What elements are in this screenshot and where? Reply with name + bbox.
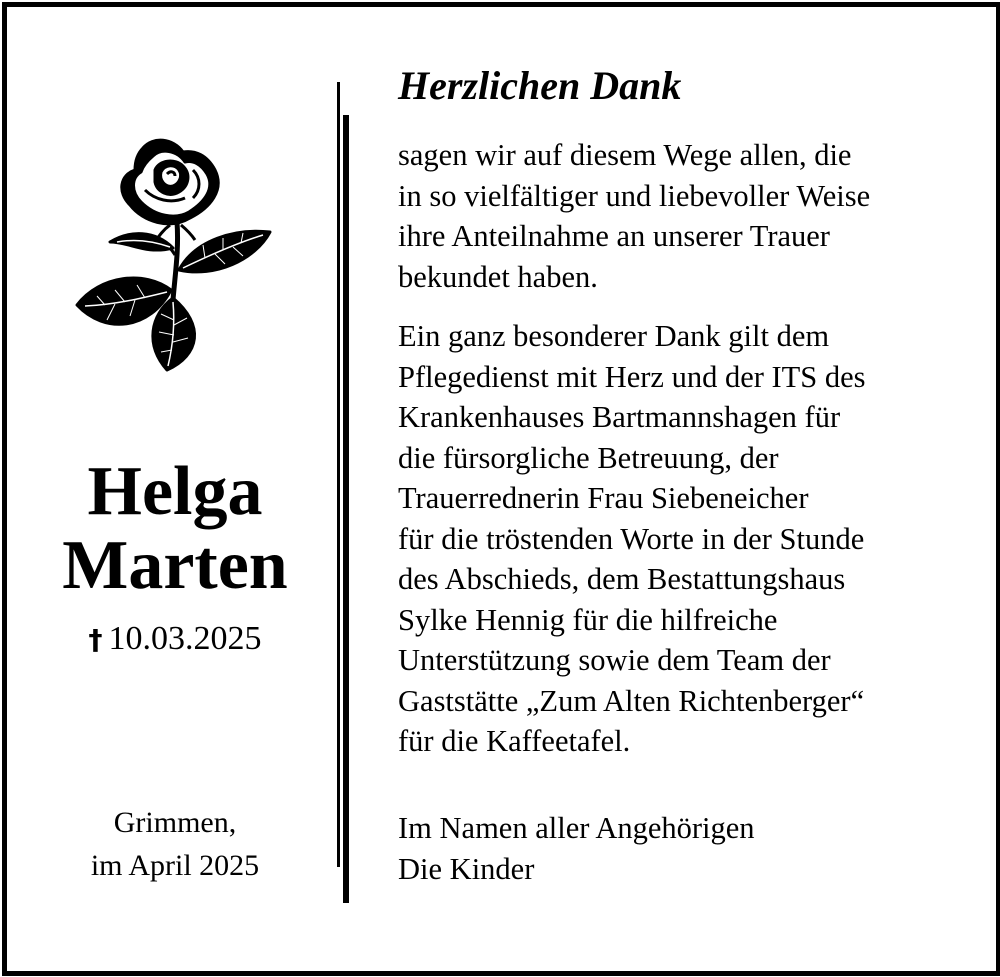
paragraph-intro (398, 135, 988, 297)
text-line: Krankenhauses Bartmannshagen für (398, 400, 841, 434)
text-line: Ein ganz besonderer Dank gilt dem (398, 319, 830, 353)
text-line: in so vielfältiger und liebevoller Weise (398, 178, 871, 213)
divider-thick (343, 115, 349, 903)
text-line: des Abschieds, dem Bestattungshaus (398, 562, 846, 596)
signature (398, 808, 988, 889)
text-line: Gaststätte „Zum Alten Richtenberger“ (398, 683, 865, 718)
text-line: für die Kaffeetafel. (398, 724, 631, 758)
text-line: Unterstützung sowie dem Team der (398, 643, 831, 677)
place-line: Grimmen, (113, 806, 237, 839)
text-line: Pflegedienst mit Herz und der ITS des (398, 359, 866, 394)
deceased-first-name: Helga (87, 453, 263, 530)
heading: Herzlichen Dank (398, 63, 682, 108)
divider-thin (337, 82, 340, 867)
text-line: sagen wir auf diesem Wege allen, die (398, 138, 852, 172)
signature-line: Im Namen aller Angehörigen (398, 811, 755, 845)
death-date-line (0, 617, 350, 662)
text-line: Trauerrednerin Frau Siebeneicher (398, 481, 809, 515)
text-line: bekundet haben. (398, 259, 598, 294)
deceased-last-name: Marten (62, 527, 288, 604)
rose-icon (75, 130, 275, 375)
date-line: im April 2025 (90, 849, 260, 882)
paragraph-thanks (398, 316, 988, 762)
text-line: ihre Anteilnahme an unserer Trauer (398, 219, 830, 253)
text-line: die fürsorgliche Betreuung, der (398, 440, 779, 475)
signature-line: Die Kinder (398, 851, 535, 886)
text-line: für die tröstenden Worte in der Stunde (398, 521, 865, 556)
death-date: 10.03.2025 (108, 620, 262, 657)
text-line: Sylke Hennig für die hilfreiche (398, 602, 778, 637)
cross-icon: † (88, 623, 103, 656)
